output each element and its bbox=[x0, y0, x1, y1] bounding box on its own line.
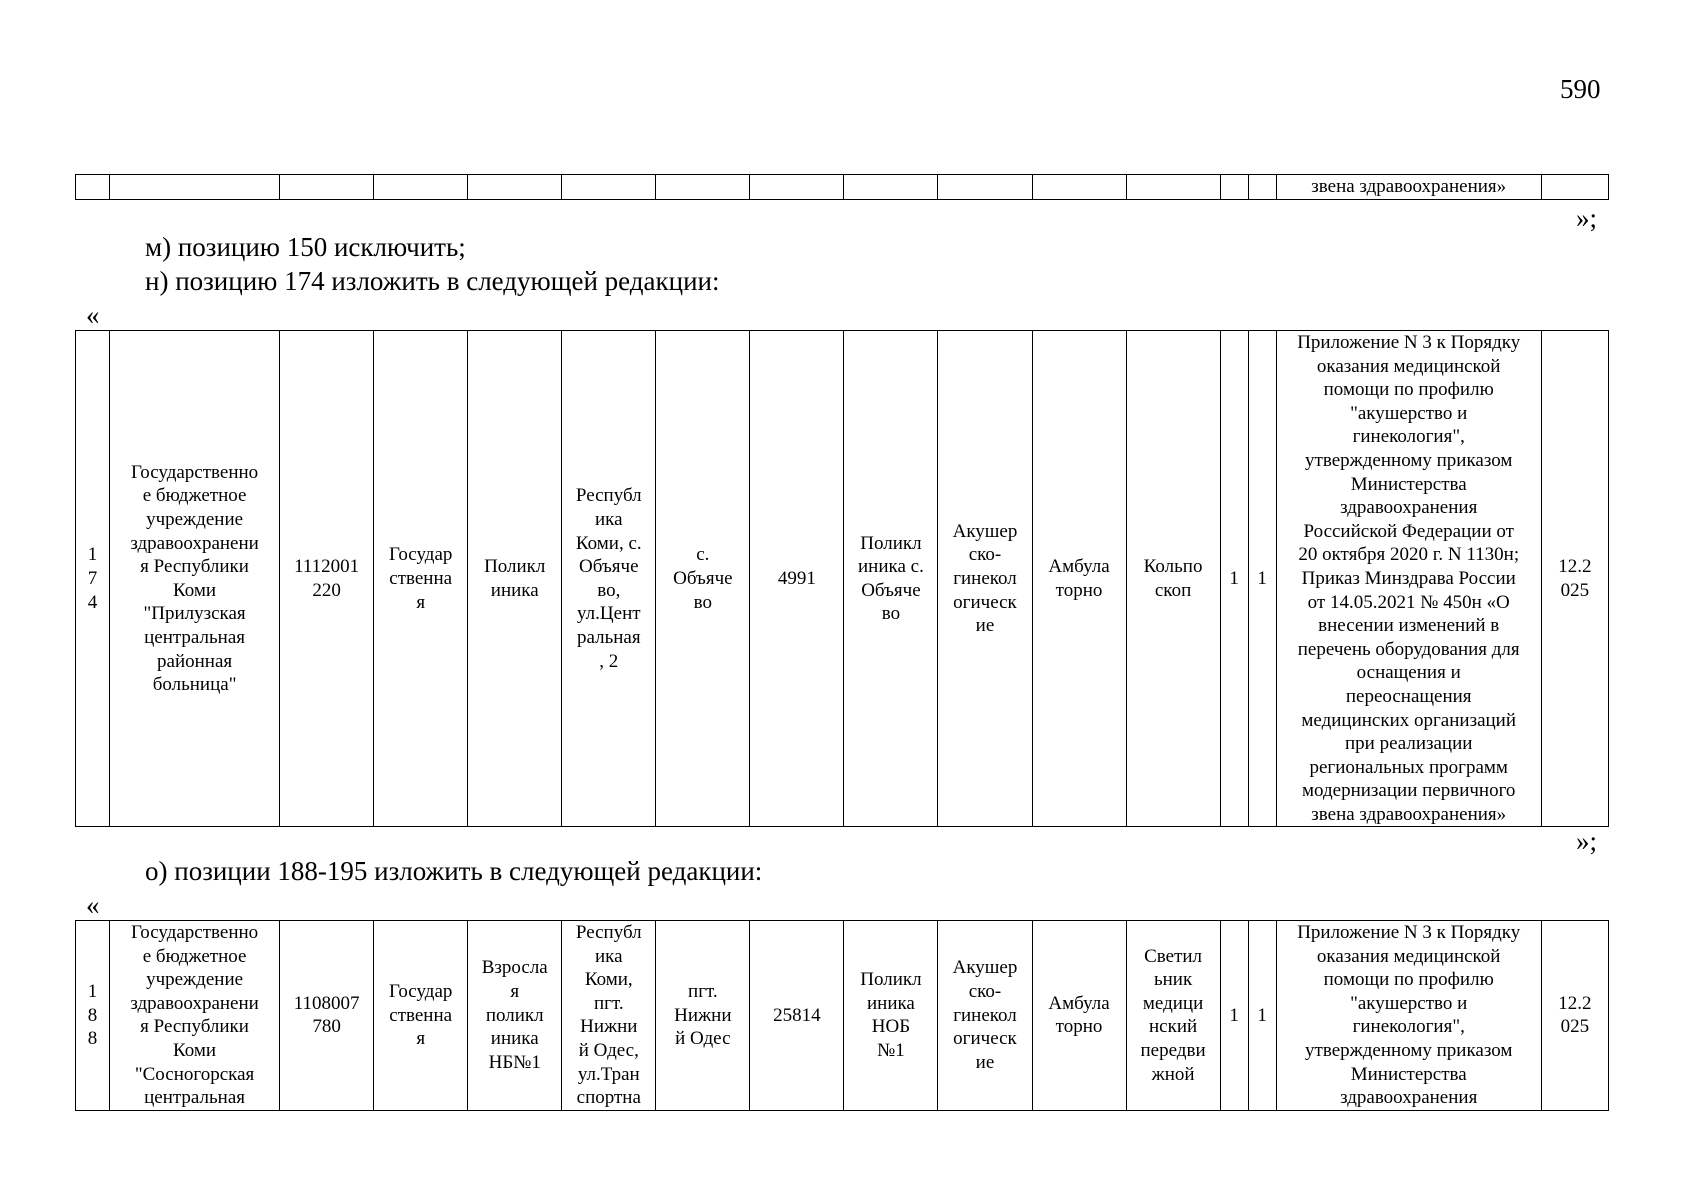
paragraph-o: о) позиции 188-195 изложить в следующей редакции: bbox=[145, 856, 763, 886]
table-cell: Поликл иника НОБ №1 bbox=[844, 921, 938, 1111]
table-position-174 bbox=[75, 330, 1609, 827]
table-cell: Кольпо скоп bbox=[1126, 331, 1220, 827]
table-cell: 1112001 220 bbox=[280, 331, 374, 827]
table-cell bbox=[750, 175, 844, 200]
top-table-fragment bbox=[75, 174, 1609, 200]
table-cell: 12.2 025 bbox=[1541, 921, 1608, 1111]
page-number: 590 bbox=[1560, 74, 1601, 104]
table-cell: 1108007 780 bbox=[280, 921, 374, 1111]
table-cell bbox=[1126, 175, 1220, 200]
table-cell: Республ ика Коми, с. Объяче во, ул.Цент ральная , 2 bbox=[562, 331, 656, 827]
table-cell bbox=[1541, 175, 1608, 200]
table-cell: Республ ика Коми, пгт. Нижни й Одес, ул.Тран спортна bbox=[562, 921, 656, 1111]
table-cell bbox=[656, 175, 750, 200]
table-cell: 1 7 4 bbox=[76, 331, 110, 827]
table-cell: звена здравоохранения» bbox=[1276, 175, 1541, 200]
table-cell: 1 bbox=[1220, 331, 1248, 827]
table-cell: Взросла я поликл иника НБ№1 bbox=[468, 921, 562, 1111]
table-cell: Государственно е бюджетное учреждение здравоохранени я Республики Коми "Прилузская центральная районная больница" bbox=[110, 331, 280, 827]
table-row bbox=[76, 921, 1609, 1111]
table-cell: Поликл иника с. Объяче во bbox=[844, 331, 938, 827]
table-cell: Светил ьник медици нский передви жной bbox=[1126, 921, 1220, 1111]
table-cell: Акушер ско- гинекол огическ ие bbox=[938, 331, 1032, 827]
table-cell bbox=[468, 175, 562, 200]
table-cell bbox=[844, 175, 938, 200]
closing-quote: »; bbox=[1576, 826, 1598, 856]
table-cell bbox=[280, 175, 374, 200]
table-cell bbox=[76, 175, 110, 200]
table-cell: 25814 bbox=[750, 921, 844, 1111]
table-cell: 1 bbox=[1248, 331, 1276, 827]
table-cell: 12.2 025 bbox=[1541, 331, 1608, 827]
table-cell bbox=[938, 175, 1032, 200]
table-cell: Акушер ско- гинекол огическ ие bbox=[938, 921, 1032, 1111]
table-cell: 1 bbox=[1220, 921, 1248, 1111]
table-cell: Государ ственна я bbox=[374, 331, 468, 827]
paragraph-m: м) позицию 150 исключить; bbox=[145, 232, 466, 262]
paragraph-n: н) позицию 174 изложить в следующей редакции: bbox=[145, 266, 720, 296]
table-cell bbox=[1032, 175, 1126, 200]
table-cell: с. Объяче во bbox=[656, 331, 750, 827]
table-cell: пгт. Нижни й Одес bbox=[656, 921, 750, 1111]
table-cell: 4991 bbox=[750, 331, 844, 827]
opening-quote: « bbox=[86, 300, 100, 330]
table-cell bbox=[374, 175, 468, 200]
table-cell bbox=[1248, 175, 1276, 200]
table-cell: Приложение N 3 к Порядку оказания медицинской помощи по профилю "акушерство и гинекология", утвержденному приказом Министерства здравоохранения Российской Федерации от 20 октября 2020 г. N 1130н; Приказ Минздрава России от 14.05.2021 № 450н «О внесении изменений в перечень оборудования для оснащения и переоснащения медицинских организаций при реализации региональных программ модернизации первичного звена здравоохранения» bbox=[1276, 331, 1541, 827]
table-cell: Приложение N 3 к Порядку оказания медицинской помощи по профилю "акушерство и гинекология", утвержденному приказом Министерства здравоохранения bbox=[1276, 921, 1541, 1111]
table-row bbox=[76, 175, 1609, 200]
table-cell bbox=[110, 175, 280, 200]
opening-quote: « bbox=[86, 890, 100, 920]
table-cell: Поликл иника bbox=[468, 331, 562, 827]
table-cell bbox=[1220, 175, 1248, 200]
table-position-188 bbox=[75, 920, 1609, 1111]
table-cell: Амбула торно bbox=[1032, 331, 1126, 827]
table-cell: Государ ственна я bbox=[374, 921, 468, 1111]
table-cell: 1 bbox=[1248, 921, 1276, 1111]
table-cell: Амбула торно bbox=[1032, 921, 1126, 1111]
closing-quote: »; bbox=[1576, 203, 1598, 233]
table-cell: Государственно е бюджетное учреждение здравоохранени я Республики Коми "Сосногорская центральная bbox=[110, 921, 280, 1111]
table-cell: 1 8 8 bbox=[76, 921, 110, 1111]
table-row bbox=[76, 331, 1609, 827]
table-cell bbox=[562, 175, 656, 200]
